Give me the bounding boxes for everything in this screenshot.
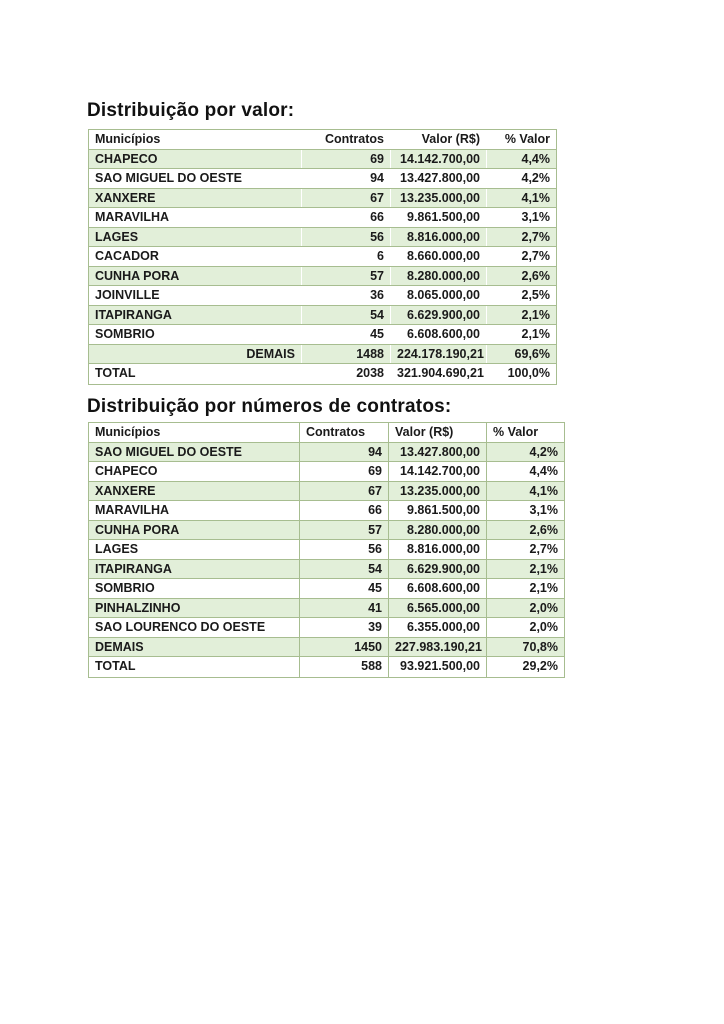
cell-valor: 6.608.600,00: [388, 579, 486, 598]
cell-pct-valor: 2,0%: [486, 599, 564, 618]
cell-municipio: SAO MIGUEL DO OESTE: [95, 171, 243, 185]
cell-municipio: ITAPIRANGA: [95, 561, 172, 576]
cell-municipio: DEMAIS: [246, 346, 295, 361]
table-distribution-by-contract-count: [88, 422, 565, 678]
cell-valor: 13.235.000,00: [390, 189, 486, 208]
cell-pct-valor: 3,1%: [486, 208, 556, 227]
cell-valor: 6.629.900,00: [390, 306, 486, 325]
cell-contratos: 45: [299, 579, 388, 598]
cell-pct-valor: 2,7%: [486, 247, 556, 266]
cell-contratos: 41: [299, 599, 388, 618]
column-header-contratos: Contratos: [299, 423, 388, 442]
cell-valor: 13.427.800,00: [390, 169, 486, 188]
cell-pct-valor: 2,5%: [486, 286, 556, 305]
cell-valor: 8.816.000,00: [390, 228, 486, 247]
cell-valor: 8.660.000,00: [390, 247, 486, 266]
cell-municipio: TOTAL: [95, 366, 136, 380]
section-title-distribution-by-contract-count: Distribuição por números de contratos:: [87, 396, 452, 417]
table-row: [89, 501, 564, 521]
cell-municipio: SOMBRIO: [95, 581, 155, 595]
column-header-municipios: Municípios: [95, 132, 161, 146]
table-row: [89, 208, 556, 228]
cell-municipio: XANXERE: [95, 483, 156, 498]
cell-municipio: SOMBRIO: [95, 327, 155, 341]
cell-valor: 9.861.500,00: [388, 501, 486, 520]
cell-contratos: 94: [299, 443, 388, 462]
cell-pct-valor: 29,2%: [486, 657, 564, 677]
cell-valor: 8.065.000,00: [390, 286, 486, 305]
table-header-row: [89, 423, 564, 443]
cell-contratos: 36: [301, 286, 390, 305]
cell-contratos: 45: [301, 325, 390, 344]
cell-municipio: MARAVILHA: [95, 503, 170, 517]
cell-valor: 13.235.000,00: [388, 482, 486, 501]
cell-contratos: 56: [299, 540, 388, 559]
cell-valor: 14.142.700,00: [388, 462, 486, 481]
cell-municipio: CHAPECO: [95, 151, 158, 166]
cell-contratos: 1488: [301, 345, 390, 364]
cell-valor: 321.904.690,21: [390, 364, 486, 384]
cell-pct-valor: 2,1%: [486, 579, 564, 598]
cell-municipio: CACADOR: [95, 249, 159, 263]
cell-municipio: JOINVILLE: [95, 288, 160, 302]
cell-contratos: 67: [299, 482, 388, 501]
cell-pct-valor: 4,4%: [486, 150, 556, 169]
table-row: [89, 325, 556, 345]
cell-municipio: SAO MIGUEL DO OESTE: [95, 444, 243, 459]
table-header-row: [89, 130, 556, 150]
cell-contratos: 54: [301, 306, 390, 325]
cell-pct-valor: 70,8%: [486, 638, 564, 657]
cell-contratos: 588: [299, 657, 388, 677]
table-row: [89, 189, 556, 209]
cell-pct-valor: 2,6%: [486, 521, 564, 540]
table-row: [89, 482, 564, 502]
column-header-contratos: Contratos: [301, 130, 390, 149]
column-header-pct-valor: % Valor: [486, 423, 564, 442]
cell-contratos: 2038: [301, 364, 390, 384]
table-row: [89, 150, 556, 170]
column-header-valor: Valor (R$): [390, 130, 486, 149]
table-row: [89, 306, 556, 326]
table-row: [89, 345, 556, 365]
cell-valor: 14.142.700,00: [390, 150, 486, 169]
column-header-valor: Valor (R$): [388, 423, 486, 442]
cell-pct-valor: 4,2%: [486, 443, 564, 462]
table-row: [89, 560, 564, 580]
table-row: [89, 228, 556, 248]
cell-municipio: DEMAIS: [95, 639, 144, 654]
cell-contratos: 39: [299, 618, 388, 637]
cell-pct-valor: 2,7%: [486, 228, 556, 247]
table-row: [89, 247, 556, 267]
cell-municipio: TOTAL: [95, 659, 136, 673]
table-distribution-by-value: [88, 129, 557, 385]
cell-contratos: 66: [301, 208, 390, 227]
cell-municipio: MARAVILHA: [95, 210, 170, 224]
cell-municipio: LAGES: [95, 229, 139, 244]
cell-pct-valor: 2,1%: [486, 560, 564, 579]
cell-contratos: 94: [301, 169, 390, 188]
table-row: [89, 169, 556, 189]
table-row: [89, 364, 556, 384]
section-title-distribution-by-value: Distribuição por valor:: [87, 100, 295, 121]
cell-contratos: 56: [301, 228, 390, 247]
cell-valor: 6.565.000,00: [388, 599, 486, 618]
cell-pct-valor: 100,0%: [486, 364, 556, 384]
cell-valor: 6.608.600,00: [390, 325, 486, 344]
cell-pct-valor: 2,0%: [486, 618, 564, 637]
cell-valor: 8.280.000,00: [390, 267, 486, 286]
cell-valor: 224.178.190,21: [390, 345, 486, 364]
table-row: [89, 267, 556, 287]
cell-municipio: LAGES: [95, 542, 139, 556]
cell-pct-valor: 4,1%: [486, 189, 556, 208]
cell-contratos: 54: [299, 560, 388, 579]
cell-pct-valor: 4,2%: [486, 169, 556, 188]
cell-municipio: SAO LOURENCO DO OESTE: [95, 620, 266, 634]
cell-pct-valor: 69,6%: [486, 345, 556, 364]
cell-pct-valor: 2,1%: [486, 325, 556, 344]
cell-contratos: 1450: [299, 638, 388, 657]
column-header-municipios: Municípios: [95, 425, 161, 439]
cell-municipio: XANXERE: [95, 190, 156, 205]
table-row: [89, 286, 556, 306]
cell-contratos: 57: [301, 267, 390, 286]
column-header-pct-valor: % Valor: [486, 130, 556, 149]
cell-valor: 9.861.500,00: [390, 208, 486, 227]
cell-pct-valor: 2,7%: [486, 540, 564, 559]
cell-municipio: CUNHA PORA: [95, 522, 180, 537]
cell-contratos: 6: [301, 247, 390, 266]
table-row: [89, 579, 564, 599]
cell-pct-valor: 2,6%: [486, 267, 556, 286]
cell-valor: 93.921.500,00: [388, 657, 486, 677]
cell-pct-valor: 4,1%: [486, 482, 564, 501]
cell-pct-valor: 3,1%: [486, 501, 564, 520]
cell-municipio: CHAPECO: [95, 464, 158, 478]
cell-valor: 13.427.800,00: [388, 443, 486, 462]
cell-pct-valor: 4,4%: [486, 462, 564, 481]
cell-contratos: 67: [301, 189, 390, 208]
cell-municipio: CUNHA PORA: [95, 268, 180, 283]
cell-municipio: ITAPIRANGA: [95, 307, 172, 322]
table-row: [89, 462, 564, 482]
cell-contratos: 57: [299, 521, 388, 540]
table-row: [89, 657, 564, 677]
table-row: [89, 599, 564, 619]
table-row: [89, 521, 564, 541]
cell-municipio: PINHALZINHO: [95, 600, 181, 615]
cell-contratos: 69: [299, 462, 388, 481]
cell-valor: 6.355.000,00: [388, 618, 486, 637]
table-row: [89, 443, 564, 463]
table-row: [89, 638, 564, 658]
cell-contratos: 66: [299, 501, 388, 520]
table-row: [89, 618, 564, 638]
cell-valor: 8.816.000,00: [388, 540, 486, 559]
cell-valor: 6.629.900,00: [388, 560, 486, 579]
table-row: [89, 540, 564, 560]
cell-pct-valor: 2,1%: [486, 306, 556, 325]
cell-contratos: 69: [301, 150, 390, 169]
cell-valor: 8.280.000,00: [388, 521, 486, 540]
cell-valor: 227.983.190,21: [388, 638, 486, 657]
